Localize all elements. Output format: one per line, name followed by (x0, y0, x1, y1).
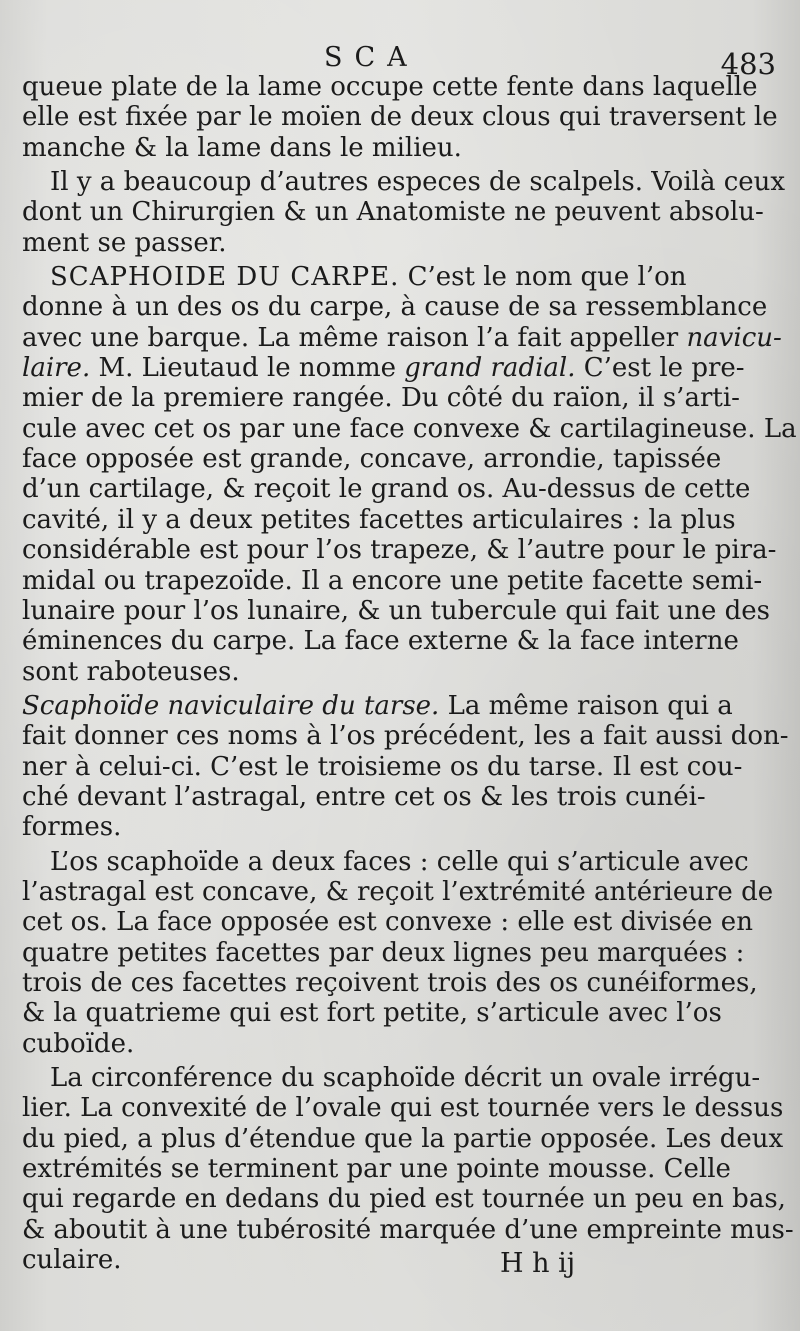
text-line: éminences du carpe. La face externe & la face interne (22, 626, 739, 657)
text-line: sont raboteuses. (22, 656, 240, 687)
text-line: du pied, a plus d’étendue que la partie opposée. Les deux (22, 1123, 784, 1154)
page-text (22, 72, 797, 1276)
text-span: La même raison qui a (439, 690, 733, 721)
text-line: culaire. (22, 1245, 122, 1276)
text-line: La circonférence du scaphoïde décrit un ovale irrégu- (50, 1063, 761, 1093)
text-line: & aboutit à une tubérosité marquée d’une empreinte mus- (22, 1214, 794, 1245)
text-line: donne à un des os du carpe, à cause de sa ressemblance (22, 292, 768, 323)
text-line: queue plate de la lame occupe cette fente dans laquelle (22, 72, 758, 102)
entry-heading: SCAPHOIDE DU CARPE. (50, 262, 400, 293)
text-line: ment se passer. (22, 227, 227, 258)
text-line: & la quatrieme qui est fort petite, s’articule avec l’os (22, 998, 722, 1029)
text-line: midal ou trapezoïde. Il a encore une petite facette semi- (22, 565, 763, 596)
text-line: ché devant l’astragal, entre cet os & les trois cunéi- (22, 781, 706, 812)
text-line: manche & la lame dans le milieu. (22, 132, 462, 163)
text-line: face opposée est grande, concave, arrondie, tapissée (22, 444, 722, 475)
text-line: ner à celui-ci. C’est le troisieme os du tarse. Il est cou- (22, 751, 743, 782)
paragraph-scaphoide-carpe (22, 262, 797, 687)
paragraph-scalpel-handle (22, 72, 778, 163)
text-line (22, 353, 745, 384)
text-line: d’un cartilage, & reçoit le grand os. Au-dessus de cette (22, 474, 751, 505)
text-line: extrémités se terminent par une pointe mousse. Celle (22, 1154, 731, 1185)
entry-heading: Scaphoïde naviculaire du tarse. (22, 690, 440, 721)
italic-term: grand radial. (404, 353, 576, 384)
text-line: Il y a beaucoup d’autres especes de scalpels. Voilà ceux (50, 167, 786, 198)
running-head: SCA (324, 42, 419, 73)
text-line: l’astragal est concave, & reçoit l’extrémité antérieure de (22, 876, 774, 907)
text-span: M. Lieutaud le nomme (90, 353, 405, 384)
text-line: cuboïde. (22, 1028, 135, 1059)
paragraph-scalpel-species (22, 167, 786, 258)
text-line: formes. (22, 812, 122, 843)
text-line: cavité, il y a deux petites facettes articulaires : la plus (22, 504, 736, 535)
text-span: C’est le nom que l’on (399, 262, 687, 293)
text-line (22, 322, 782, 353)
text-line (22, 262, 687, 293)
text-span: C’est le pre- (575, 353, 745, 384)
text-span: avec une barque. La même raison l’a fait appeller (22, 322, 687, 353)
text-line: mier de la premiere rangée. Du côté du raïon, il s’arti- (22, 383, 740, 414)
paragraph-two-faces (22, 846, 774, 1059)
text-line: cet os. La face opposée est convexe : elle est divisée en (22, 907, 753, 938)
text-line: quatre petites facettes par deux lignes peu marquées : (22, 937, 745, 968)
italic-term: laire. (22, 353, 91, 384)
text-line: lunaire pour l’os lunaire, & un tubercule qui fait une des (22, 595, 770, 626)
text-line: considérable est pour l’os trapeze, & l’autre pour le pira- (22, 535, 777, 566)
text-line: cule avec cet os par une face convexe & cartilagineuse. La (22, 413, 797, 444)
signature-mark: H h ij (500, 1248, 576, 1279)
text-line: trois de ces facettes reçoivent trois des os cunéiformes, (22, 967, 758, 998)
text-line: dont un Chirurgien & un Anatomiste ne peuvent absolu- (22, 197, 764, 228)
text-line: lier. La convexité de l’ovale qui est tournée vers le dessus (22, 1093, 784, 1124)
italic-term: navicu- (686, 322, 782, 353)
page-number: 483 (720, 47, 776, 81)
text-line (22, 690, 733, 721)
paragraph-scaphoide-tarse (22, 690, 789, 843)
text-line: L’os scaphoïde a deux faces : celle qui s’articule avec (50, 846, 749, 877)
text-line: fait donner ces noms à l’os précédent, les a fait aussi don- (22, 721, 789, 752)
text-line: elle est fixée par le moïen de deux clous qui traversent le (22, 102, 778, 133)
text-line: qui regarde en dedans du pied est tournée un peu en bas, (22, 1184, 786, 1215)
paragraph-circumference (22, 1063, 794, 1276)
